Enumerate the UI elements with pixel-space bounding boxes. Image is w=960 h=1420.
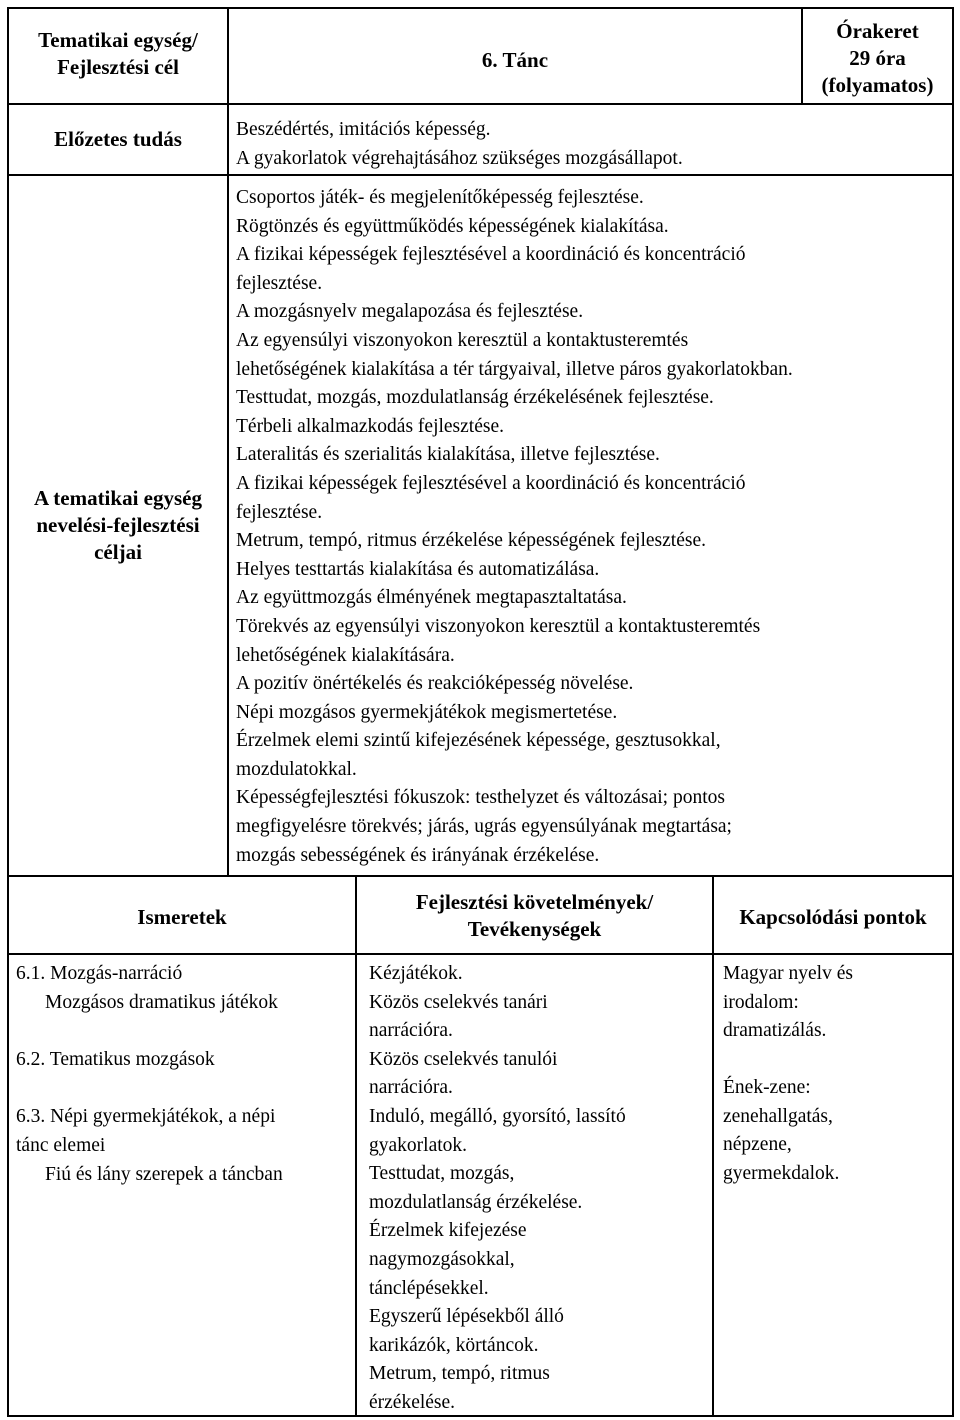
- row-divider-columns: [7, 953, 954, 955]
- requirement-line: Közös cselekvés tanulói: [369, 1048, 558, 1070]
- goal-line: megfigyelésre törekvés; járás, ugrás egyensúlyának megtartása;: [236, 816, 732, 838]
- requirement-line: Metrum, tempó, ritmus: [369, 1363, 550, 1385]
- prior-knowledge-label: Előzetes tudás: [54, 127, 182, 151]
- knowledge-column-divider: [355, 875, 357, 1417]
- requirement-line: narrációra.: [369, 1020, 453, 1042]
- knowledge-item-3-title: 6.3. Népi gyermekjátékok, a népi: [16, 1106, 276, 1127]
- requirement-line: Érzelmek kifejezése: [369, 1220, 527, 1242]
- requirements-column-divider: [712, 875, 714, 1417]
- goal-line: A fizikai képességek fejlesztésével a koordináció és koncentráció: [236, 244, 746, 266]
- requirements-text: [369, 960, 626, 1418]
- knowledge-item-2-title: 6.2. Tematikus mozgások: [16, 1049, 215, 1070]
- connection-line: dramatizálás.: [723, 1020, 827, 1042]
- requirements-header-line2: Tevékenységek: [467, 917, 602, 941]
- goal-line: Az egyensúlyi viszonyokon keresztül a kontaktusteremtés: [236, 329, 689, 351]
- goal-line: Testtudat, mozgás, mozdulatlanság érzékelésének fejlesztése.: [236, 387, 714, 409]
- requirement-line: mozdulatlanság érzékelése.: [369, 1191, 583, 1213]
- goal-line: Az együttmozgás élményének megtapasztaltatása.: [236, 587, 627, 609]
- label-column-divider: [227, 7, 229, 877]
- knowledge-header: Ismeretek: [137, 905, 227, 929]
- goal-line: Képességfejlesztési fókuszok: testhelyzet és változásai; pontos: [236, 787, 725, 809]
- row-divider-header: [7, 103, 954, 105]
- goals-text: [236, 184, 793, 870]
- requirement-line: Kézjátékok.: [369, 963, 463, 984]
- row-divider-goals: [7, 875, 954, 877]
- prior-knowledge-line: A gyakorlatok végrehajtásához szükséges mozgásállapot.: [236, 148, 683, 169]
- requirement-line: Közös cselekvés tanári: [369, 991, 548, 1013]
- goals-label-line3: céljai: [94, 540, 142, 564]
- goal-line: Csoportos játék- és megjelenítőképesség fejlesztése.: [236, 187, 644, 208]
- row-divider-prior: [7, 174, 954, 176]
- knowledge-item-1-subtitle: Mozgásos dramatikus játékok: [45, 992, 278, 1013]
- knowledge-item-3-title-cont: tánc elemei: [16, 1135, 106, 1156]
- requirement-line: tánclépésekkel.: [369, 1277, 489, 1299]
- table-border-left: [7, 7, 9, 1417]
- hours-note: (folyamatos): [821, 73, 934, 97]
- goal-line: A mozgásnyelv megalapozása és fejlesztése.: [236, 301, 584, 323]
- connections-group-1: [723, 960, 853, 1046]
- goal-line: Rögtönzés és együttműködés képességének kialakítása.: [236, 215, 669, 237]
- goal-line: Térbeli alkalmazkodás fejlesztése.: [236, 415, 504, 437]
- goal-line: Metrum, tempó, ritmus érzékelése képességének fejlesztése.: [236, 530, 706, 552]
- connection-line: irodalom:: [723, 991, 799, 1013]
- goal-line: Népi mozgásos gyermekjátékok megismertetése.: [236, 701, 618, 723]
- goal-line: lehetőségének kialakítására.: [236, 644, 455, 666]
- requirements-header-line1: Fejlesztési követelmények/: [415, 890, 654, 914]
- requirements-header: [357, 889, 712, 943]
- requirement-line: narrációra.: [369, 1077, 453, 1099]
- goals-label-line2: nevelési-fejlesztési: [36, 513, 200, 537]
- unit-label-line2: Fejlesztési cél: [57, 55, 179, 79]
- table-border-top: [7, 7, 954, 9]
- hours-value: 29 óra: [849, 46, 906, 70]
- requirement-line: gyakorlatok.: [369, 1134, 468, 1156]
- unit-title: 6. Tánc: [481, 48, 549, 72]
- connection-line: zenehallgatás,: [723, 1105, 833, 1127]
- connections-group-2: [723, 1074, 839, 1188]
- unit-label: [9, 27, 227, 81]
- hours-block: [803, 18, 952, 99]
- requirement-line: karikázók, körtáncok.: [369, 1334, 539, 1356]
- unit-label-line1: Tematikai egység/: [38, 28, 198, 52]
- goal-line: A fizikai képességek fejlesztésével a koordináció és koncentráció: [236, 472, 746, 494]
- goal-line: Lateralitás és szerialitás kialakítása, illetve fejlesztése.: [236, 444, 660, 466]
- goal-line: Érzelmek elemi szintű kifejezésének képessége, gesztusokkal,: [236, 730, 721, 752]
- requirement-line: nagymozgásokkal,: [369, 1248, 515, 1270]
- goal-line: fejlesztése.: [236, 501, 323, 523]
- goal-line: mozdulatokkal.: [236, 758, 357, 780]
- goal-line: A pozitív önértékelés és reakcióképesség növelése.: [236, 673, 634, 695]
- connection-line: népzene,: [723, 1134, 792, 1156]
- goal-line: Törekvés az egyensúlyi viszonyokon keresztül a kontaktusteremtés: [236, 615, 761, 637]
- connections-header: Kapcsolódási pontok: [739, 905, 927, 929]
- hours-label: Órakeret: [836, 19, 919, 43]
- connection-line: gyermekdalok.: [723, 1162, 840, 1184]
- requirement-line: Induló, megálló, gyorsító, lassító: [369, 1105, 626, 1127]
- requirement-line: érzékelése.: [369, 1391, 456, 1413]
- goal-line: lehetőségének kialakítása a tér tárgyaival, illetve páros gyakorlatokban.: [236, 358, 793, 380]
- connection-line: Magyar nyelv és: [723, 963, 853, 984]
- goal-line: mozgás sebességének és irányának érzékelése.: [236, 844, 600, 866]
- goals-label: [9, 485, 227, 566]
- table-border-right: [952, 7, 954, 1417]
- connection-line: Ének-zene:: [723, 1077, 811, 1098]
- goal-line: Helyes testtartás kialakítása és automatizálása.: [236, 558, 600, 580]
- prior-knowledge-line: Beszédértés, imitációs képesség.: [236, 119, 491, 140]
- prior-knowledge-text: [236, 115, 683, 173]
- goals-label-line1: A tematikai egység: [34, 486, 202, 510]
- requirement-line: Testtudat, mozgás,: [369, 1163, 515, 1185]
- knowledge-item-1-title: 6.1. Mozgás-narráció: [16, 963, 183, 984]
- knowledge-item-3-subtitle: Fiú és lány szerepek a táncban: [45, 1164, 283, 1185]
- requirement-line: Egyszerű lépésekből álló: [369, 1306, 564, 1328]
- goal-line: fejlesztése.: [236, 272, 323, 294]
